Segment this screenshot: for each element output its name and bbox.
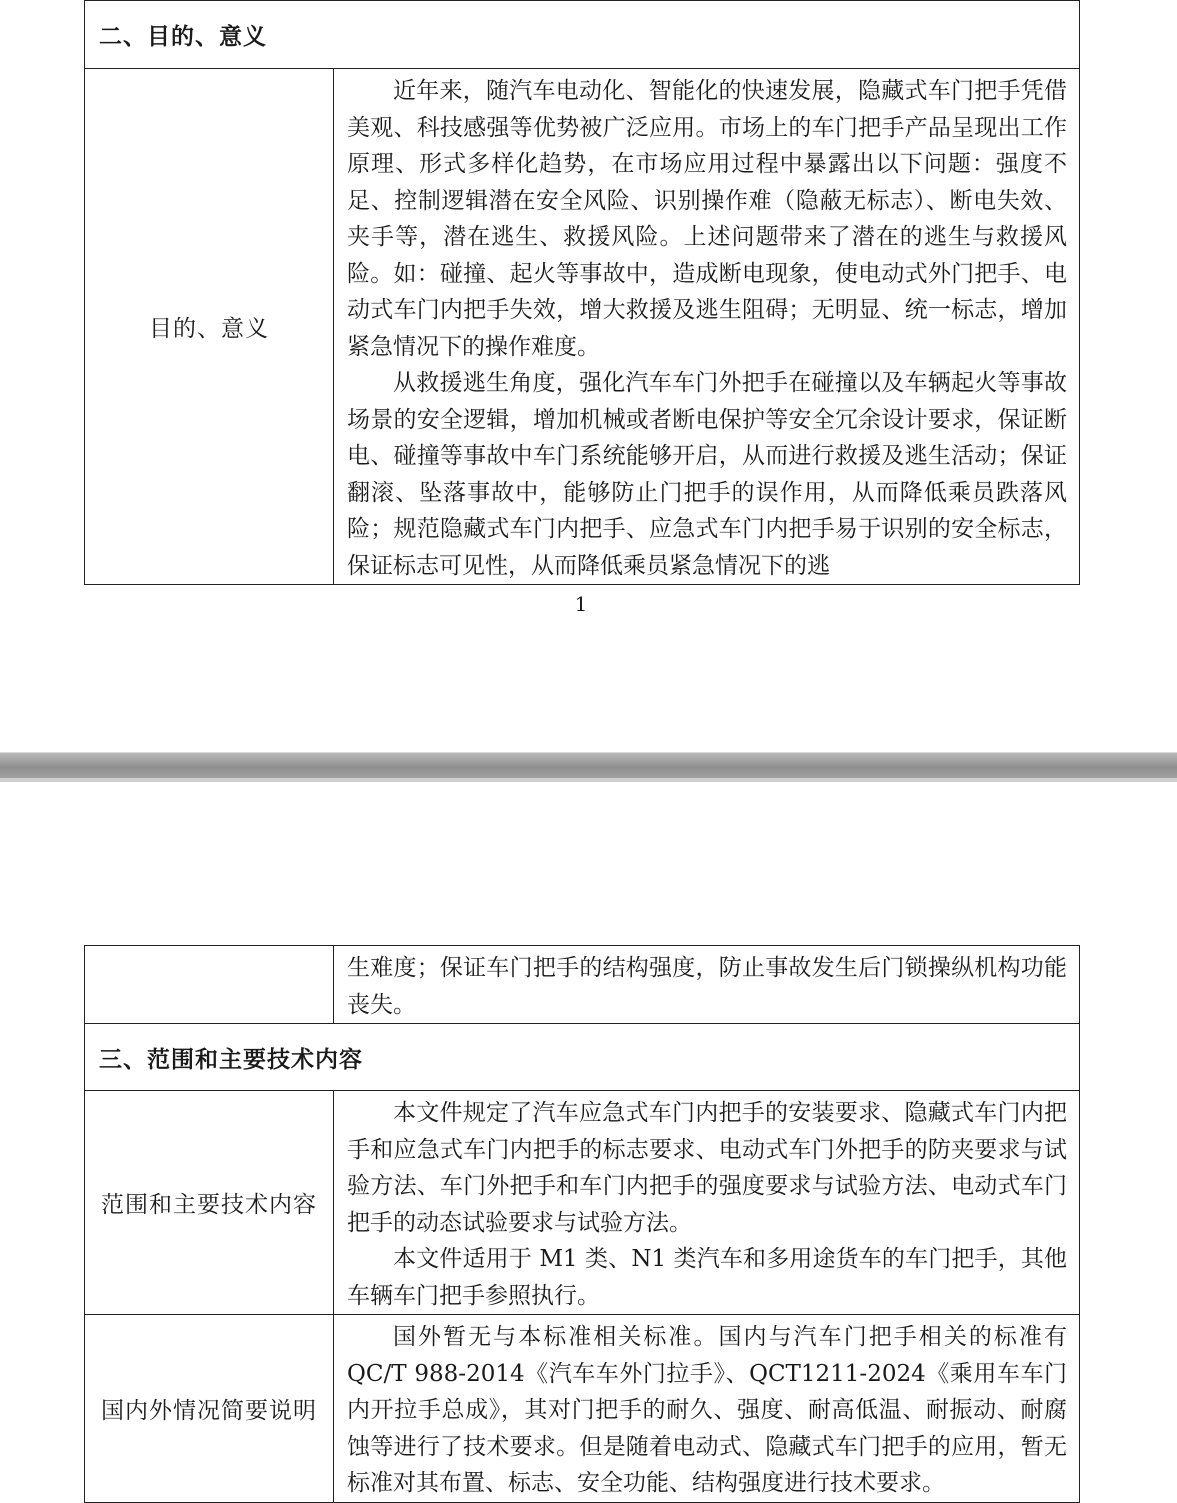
scope-body [334,1091,1080,1315]
continuation-label-cell [85,946,334,1024]
row-label-status: 国内外情况简要说明 [85,1315,334,1503]
row-label-purpose: 目的、意义 [85,69,334,585]
purpose-body [334,69,1080,585]
status-body [334,1315,1080,1503]
page-separator [0,752,1177,779]
purpose-paragraph: 近年来，随汽车电动化、智能化的快速发展，隐藏式车门把手凭借美观、科技感强等优势被广泛应用。市场上的车门把手产品呈现出工作原理、形式多样化趋势，在市场应用过程中暴露出以下问题：强度不足、控制逻辑潜在安全风险、识别操作难（隐蔽无标志）、断电失效、夹手等，潜在逃生、救援风险。上述问题带来了潜在的逃生与救援风险。如：碰撞、起火等事故中，造成断电现象，使电动式外门把手、电动式车门内把手失效，增大救援及逃生阻碍；无明显、统一标志，增加紧急情况下的操作难度。 [347,78,1067,360]
section-header-purpose: 二、目的、意义 [85,1,1080,69]
purpose-table [84,0,1080,585]
scope-paragraph: 本文件适用于 M1 类、N1 类汽车和多用途货车的车门把手，其他车辆车门把手参照执行。 [347,1246,1067,1309]
status-paragraph: 国外暂无与本标准相关标准。国内与汽车门把手相关的标准有 QC/T 988-2014《汽车车外门拉手》、QCT1211-2024《乘用车车门内开拉手总成》，其对门把手的耐久、强度、耐高低温、耐振动、耐腐蚀等进行了技术要求。但是随着电动式、隐藏式车门把手的应用，暂无标准对其布置、标志、安全功能、结构强度进行技术要求。 [347,1324,1067,1496]
continuation-paragraph: 生难度；保证车门把手的结构强度，防止事故发生后门锁操纵机构功能丧失。 [347,955,1067,1018]
scope-paragraph: 本文件规定了汽车应急式车门内把手的安装要求、隐藏式车门内把手和应急式车门内把手的标志要求、电动式车门外把手的防夹要求与试验方法、车门外把手和车门内把手的强度要求与试验方法、电动式车门把手的动态试验要求与试验方法。 [347,1100,1067,1236]
section-header-scope: 三、范围和主要技术内容 [85,1024,1080,1091]
purpose-paragraph: 从救援逃生角度，强化汽车车门外把手在碰撞以及车辆起火等事故场景的安全逻辑，增加机械或者断电保护等安全冗余设计要求，保证断电、碰撞等事故中车门系统能够开启，从而进行救援及逃生活动；保证翻滚、坠落事故中，能够防止门把手的误作用，从而降低乘员跌落风险；规范隐藏式车门内把手、应急式车门内把手易于识别的安全标志，保证标志可见性，从而降低乘员紧急情况下的逃 [347,370,1067,579]
scope-table [84,945,1080,1503]
page-separator-line [0,778,1177,782]
row-label-scope: 范围和主要技术内容 [85,1091,334,1315]
continuation-body [334,946,1080,1024]
page-number: 1 [574,592,588,616]
